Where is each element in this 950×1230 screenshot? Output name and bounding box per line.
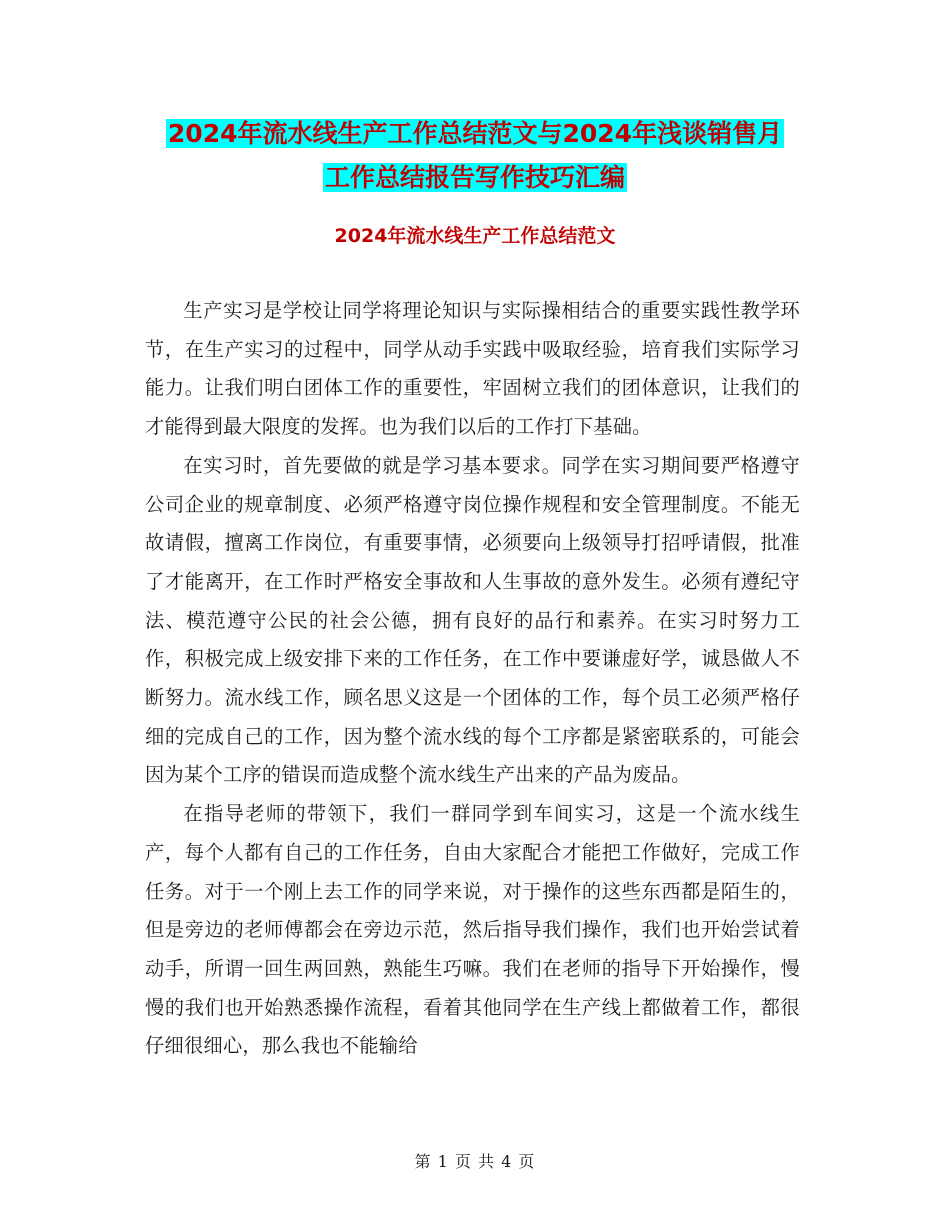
body-text (145, 292, 800, 1066)
document-title-line-2 (0, 156, 950, 200)
paragraph-2: 在实习时，首先要做的就是学习基本要求。同学在实习期间要严格遵守公司企业的规章制度、必须严格遵守岗位操作规程和安全管理制度。不能无故请假，擅离工作岗位，有重要事情，必须要向上级领导打招呼请假，批准了才能离开，在工作时严格安全事故和人生事故的意外发生。必须有遵纪守法、模范遵守公民的社会公德，拥有良好的品行和素养。在实习时努力工作，积极完成上级安排下来的工作任务，在工作中要谦虚好学，诚恳做人不断努力。流水线工作，顾名思义这是一个团体的工作，每个员工必须严格仔细的完成自己的工作，因为整个流水线的每个工序都是紧密联系的，可能会因为某个工序的错误而造成整个流水线生产出来的产品为废品。 (145, 453, 800, 787)
paragraph-1: 生产实习是学校让同学将理论知识与实际操相结合的重要实践性教学环节，在生产实习的过程中，同学从动手实践中吸取经验，培育我们实际学习能力。让我们明白团体工作的重要性，牢固树立我们的团体意识，让我们的才能得到最大限度的发挥。也为我们以后的工作打下基础。 (145, 299, 800, 439)
title-line-2-text: 工作总结报告写作技巧汇编 (324, 163, 625, 192)
document-title-line-1 (0, 112, 950, 156)
paragraph-3: 在指导老师的带领下，我们一群同学到车间实习，这是一个流水线生产，每个人都有自己的工作任务，自由大家配合才能把工作做好，完成工作任务。对于一个刚上去工作的同学来说，对于操作的这些东西都是陌生的，但是旁边的老师傅都会在旁边示范，然后指导我们操作，我们也开始尝试着动手，所谓一回生两回熟，熟能生巧嘛。我们在老师的指导下开始操作，慢慢的我们也开始熟悉操作流程，看着其他同学在生产线上都做着工作，都很仔细很细心，那么我也不能输给 (145, 802, 800, 1058)
document-title (0, 112, 950, 200)
page-footer: 第 1 页 共 4 页 (414, 1152, 536, 1171)
title-line-1-text: 2024年流水线生产工作总结范文与2024年浅谈销售月 (167, 119, 783, 148)
section-title: 2024年流水线生产工作总结范文 (334, 225, 616, 247)
